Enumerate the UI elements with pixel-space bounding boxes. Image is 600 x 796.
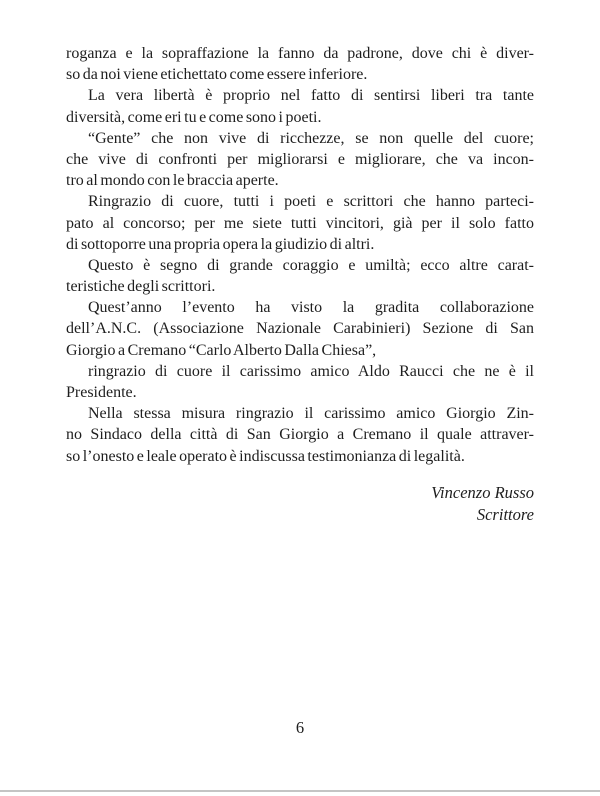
paragraph (66, 43, 534, 85)
paragraph (66, 191, 534, 255)
text-line: so da noi viene etichettato come essere inferiore. (66, 66, 368, 84)
paragraph (66, 85, 534, 127)
text-line: La vera libertà è proprio nel fatto di sentirsi liberi tra tante (88, 87, 534, 105)
text-line: ringrazio di cuore il carissimo amico Aldo Raucci che ne è il (88, 362, 534, 380)
text-line: Questo è segno di grande coraggio e umiltà; ecco altre carat- (88, 256, 534, 274)
text-line: “Gente” che non vive di ricchezze, se non quelle del cuore; (88, 129, 534, 147)
paragraph (66, 361, 534, 403)
page-number: 6 (295, 718, 305, 737)
text-line: diversità, come eri tu e come sono i poeti. (66, 108, 322, 126)
text-line: pato al concorso; per me siete tutti vincitori, già per il solo fatto (66, 214, 534, 232)
text-line: Presidente. (66, 384, 137, 401)
text-line: Nella stessa misura ringrazio il carissimo amico Giorgio Zin- (88, 405, 534, 423)
paragraph (66, 297, 534, 361)
signature-block (66, 482, 534, 526)
text-line: che vive di confronti per migliorarsi e migliorare, che va incon- (66, 150, 534, 168)
text-line: Quest’anno l’evento ha visto la gradita collaborazione (88, 299, 534, 317)
paragraph (66, 255, 534, 297)
text-line: no Sindaco della città di San Giorgio a Cremano il quale attraver- (66, 426, 534, 444)
signature-author: Vincenzo Russo (431, 483, 534, 502)
text-line: Ringrazio di cuore, tutti i poeti e scrittori che hanno parteci- (88, 193, 534, 211)
text-line: di sottoporre una propria opera la giudizio di altri. (66, 235, 375, 253)
text-line: teristiche degli scrittori. (66, 278, 216, 296)
text-line: roganza e la sopraffazione la fanno da padrone, dove chi è diver- (66, 45, 534, 62)
page-edge-line (0, 790, 600, 792)
signature-role: Scrittore (476, 505, 534, 524)
paragraph (66, 403, 534, 467)
paragraph (66, 128, 534, 192)
text-line: Giorgio a Cremano “Carlo Alberto Dalla Chiesa”, (66, 341, 377, 359)
text-line: so l’onesto e leale operato è indiscussa testimonianza di legalità. (66, 447, 465, 465)
text-block (66, 43, 534, 467)
text-line: dell’A.N.C. (Associazione Nazionale Carabinieri) Sezione di San (66, 320, 534, 338)
text-line: tro al mondo con le braccia aperte. (66, 172, 279, 190)
